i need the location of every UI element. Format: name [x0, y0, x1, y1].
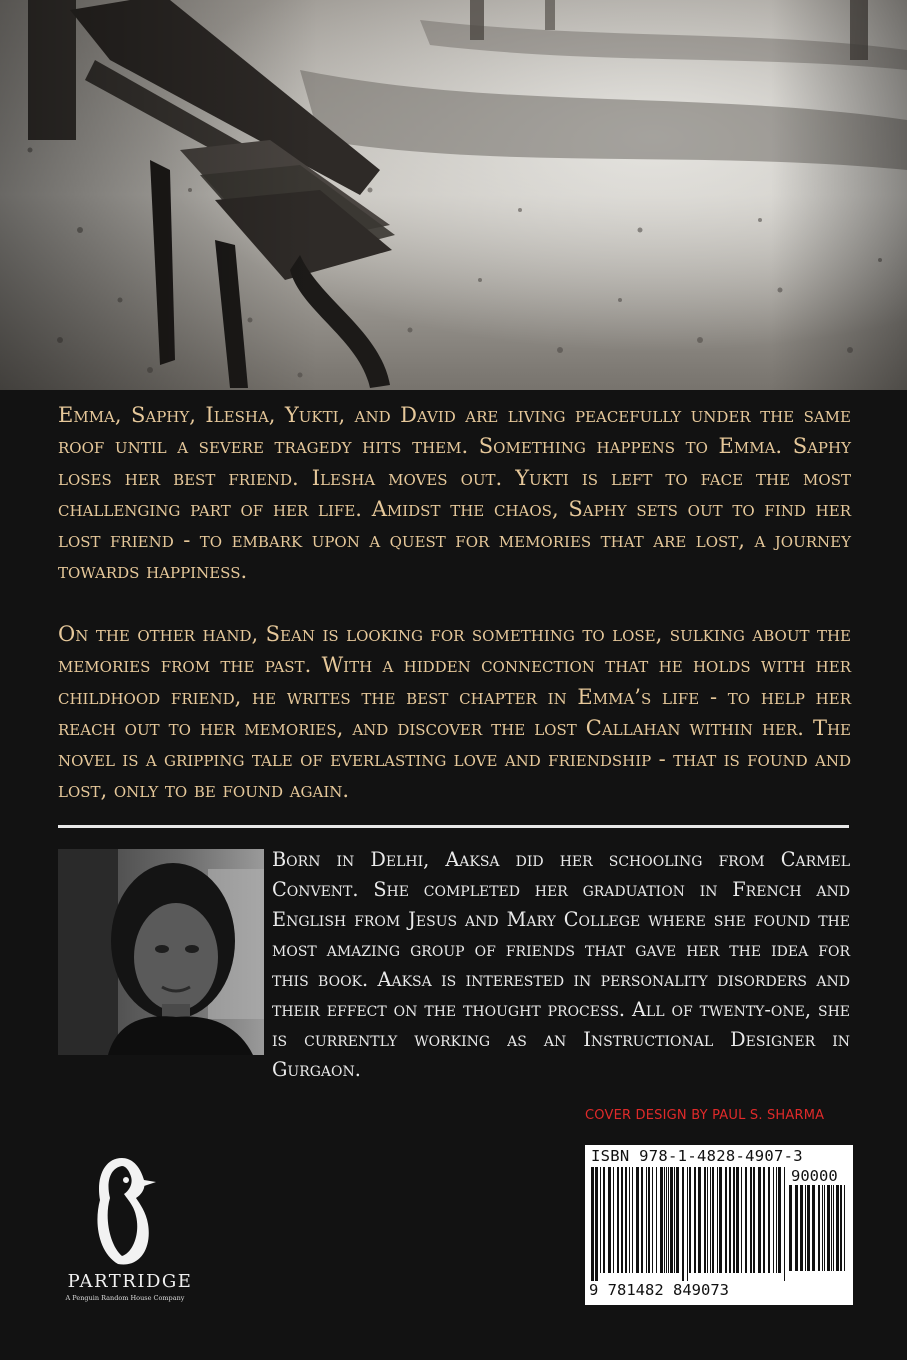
barcode-bar	[729, 1167, 731, 1273]
barcode-bar	[725, 1167, 727, 1273]
barcode-bar	[745, 1167, 747, 1273]
barcode-bar	[717, 1167, 718, 1273]
barcode-bar	[795, 1185, 798, 1271]
barcode-bar	[831, 1185, 832, 1271]
barcode-bar	[758, 1167, 761, 1273]
barcode-bar	[812, 1185, 815, 1271]
barcode-bar	[621, 1167, 623, 1273]
barcode-bar	[608, 1167, 611, 1273]
author-portrait-illustration	[58, 849, 264, 1055]
barcode-bar	[707, 1167, 708, 1273]
barcode-bar	[827, 1185, 830, 1271]
barcode-bar	[800, 1185, 803, 1271]
barcode-bar	[773, 1167, 774, 1273]
barcode-bar	[666, 1167, 667, 1273]
barcode-bar	[682, 1167, 684, 1281]
barcode-bar	[656, 1167, 657, 1273]
barcode-bar	[836, 1185, 839, 1271]
publisher-name: PARTRIDGE	[67, 1271, 193, 1292]
barcode-bar	[694, 1167, 696, 1273]
barcode-digits: 9 781482 849073	[589, 1281, 729, 1299]
barcode-bar	[603, 1167, 605, 1273]
barcode-bar	[712, 1167, 714, 1273]
barcode-bar	[613, 1167, 614, 1273]
barcode-bar	[600, 1167, 601, 1273]
barcode-bar	[844, 1185, 845, 1271]
barcode-bar	[641, 1167, 643, 1273]
barcode-bar	[719, 1167, 722, 1273]
author-bio: Born in Delhi, Aaksa did her schooling from Carmel Convent. She completed her graduation in French and English from Jesus and Mary College where she found the most amazing group of friends that gave her the idea for this book. Aaksa is interested in personality disorders and their effect on the thought process. All of twenty-one, she is currently working as an Instructional Designer in Gurgaon.	[272, 848, 850, 1081]
isbn-label: ISBN 978-1-4828-4907-3	[591, 1147, 803, 1165]
publisher-tagline: A Penguin Random House Company	[65, 1294, 185, 1302]
barcode-bar	[776, 1167, 777, 1273]
cover-design-credit: COVER DESIGN BY PAUL S. SHARMA	[585, 1108, 825, 1123]
isbn-barcode	[585, 1145, 853, 1305]
barcode-bar	[768, 1167, 770, 1273]
section-divider	[58, 825, 849, 828]
barcode-bar	[698, 1167, 701, 1273]
barcode-bar	[636, 1167, 639, 1273]
barcode-bar	[741, 1167, 742, 1273]
barcode-bar	[660, 1167, 663, 1273]
blurb-paragraph-2: On the other hand, Sean is looking for something to lose, sulking about the memories from the past. With a hidden connection that he holds with her childhood friend, he writes the best chapter in Emma’s life - to help her reach out to her memories, and discover the lost Callahan within her. The novel is a gripping tale of everlasting love and friendship - that is found and lost, only to be found again.	[58, 622, 851, 803]
barcode-bar	[689, 1167, 691, 1273]
barcode-bar	[687, 1167, 688, 1281]
barcode-bar	[824, 1185, 825, 1271]
barcode-bar	[736, 1167, 739, 1273]
barcode-bar	[778, 1167, 781, 1273]
barcode-bar	[595, 1167, 598, 1281]
barcode-bar	[822, 1185, 823, 1271]
barcode-bar	[664, 1167, 665, 1273]
partridge-bird-icon	[82, 1152, 162, 1272]
price-code: 90000	[791, 1167, 838, 1185]
barcode-bar	[629, 1167, 630, 1273]
addon-barcode-bars	[789, 1185, 849, 1299]
barcode-bar	[670, 1167, 673, 1273]
barcode-bar	[733, 1167, 735, 1273]
barcode-bar	[833, 1185, 834, 1271]
barcode-bar	[648, 1167, 650, 1273]
barcode-bar	[591, 1167, 594, 1281]
barcode-bar	[750, 1167, 752, 1273]
park-bench-photo	[0, 0, 907, 390]
barcode-bar	[710, 1167, 711, 1273]
barcode-bar	[674, 1167, 675, 1273]
barcode-bar	[646, 1167, 647, 1273]
author-photo	[58, 849, 264, 1055]
barcode-bar	[805, 1185, 806, 1271]
ean-barcode-bars	[591, 1167, 787, 1283]
barcode-bar	[807, 1185, 810, 1271]
barcode-bar	[625, 1167, 627, 1273]
barcode-bar	[676, 1167, 679, 1273]
barcode-bar	[763, 1167, 765, 1273]
barcode-bar	[840, 1185, 842, 1271]
barcode-bar	[789, 1185, 792, 1271]
barcode-bar	[652, 1167, 653, 1273]
barcode-bar	[617, 1167, 619, 1273]
barcode-bar	[818, 1185, 820, 1271]
barcode-bar	[632, 1167, 633, 1273]
barcode-bar	[668, 1167, 669, 1273]
barcode-bar	[753, 1167, 755, 1273]
blurb-paragraph-1: Emma, Saphy, Ilesha, Yukti, and David are living peacefully under the same roof until a severe tragedy hits them. Something happens to Emma. Saphy loses her best friend. Ilesha moves out. Yukti is left to face the most challenging part of her life. Amidst the chaos, Saphy sets out to find her lost friend - to embark upon a quest for memories that are lost, a journey towards happiness.	[58, 403, 851, 584]
barcode-bar	[704, 1167, 706, 1273]
park-bench-illustration	[0, 0, 907, 390]
barcode-bar	[784, 1167, 785, 1281]
